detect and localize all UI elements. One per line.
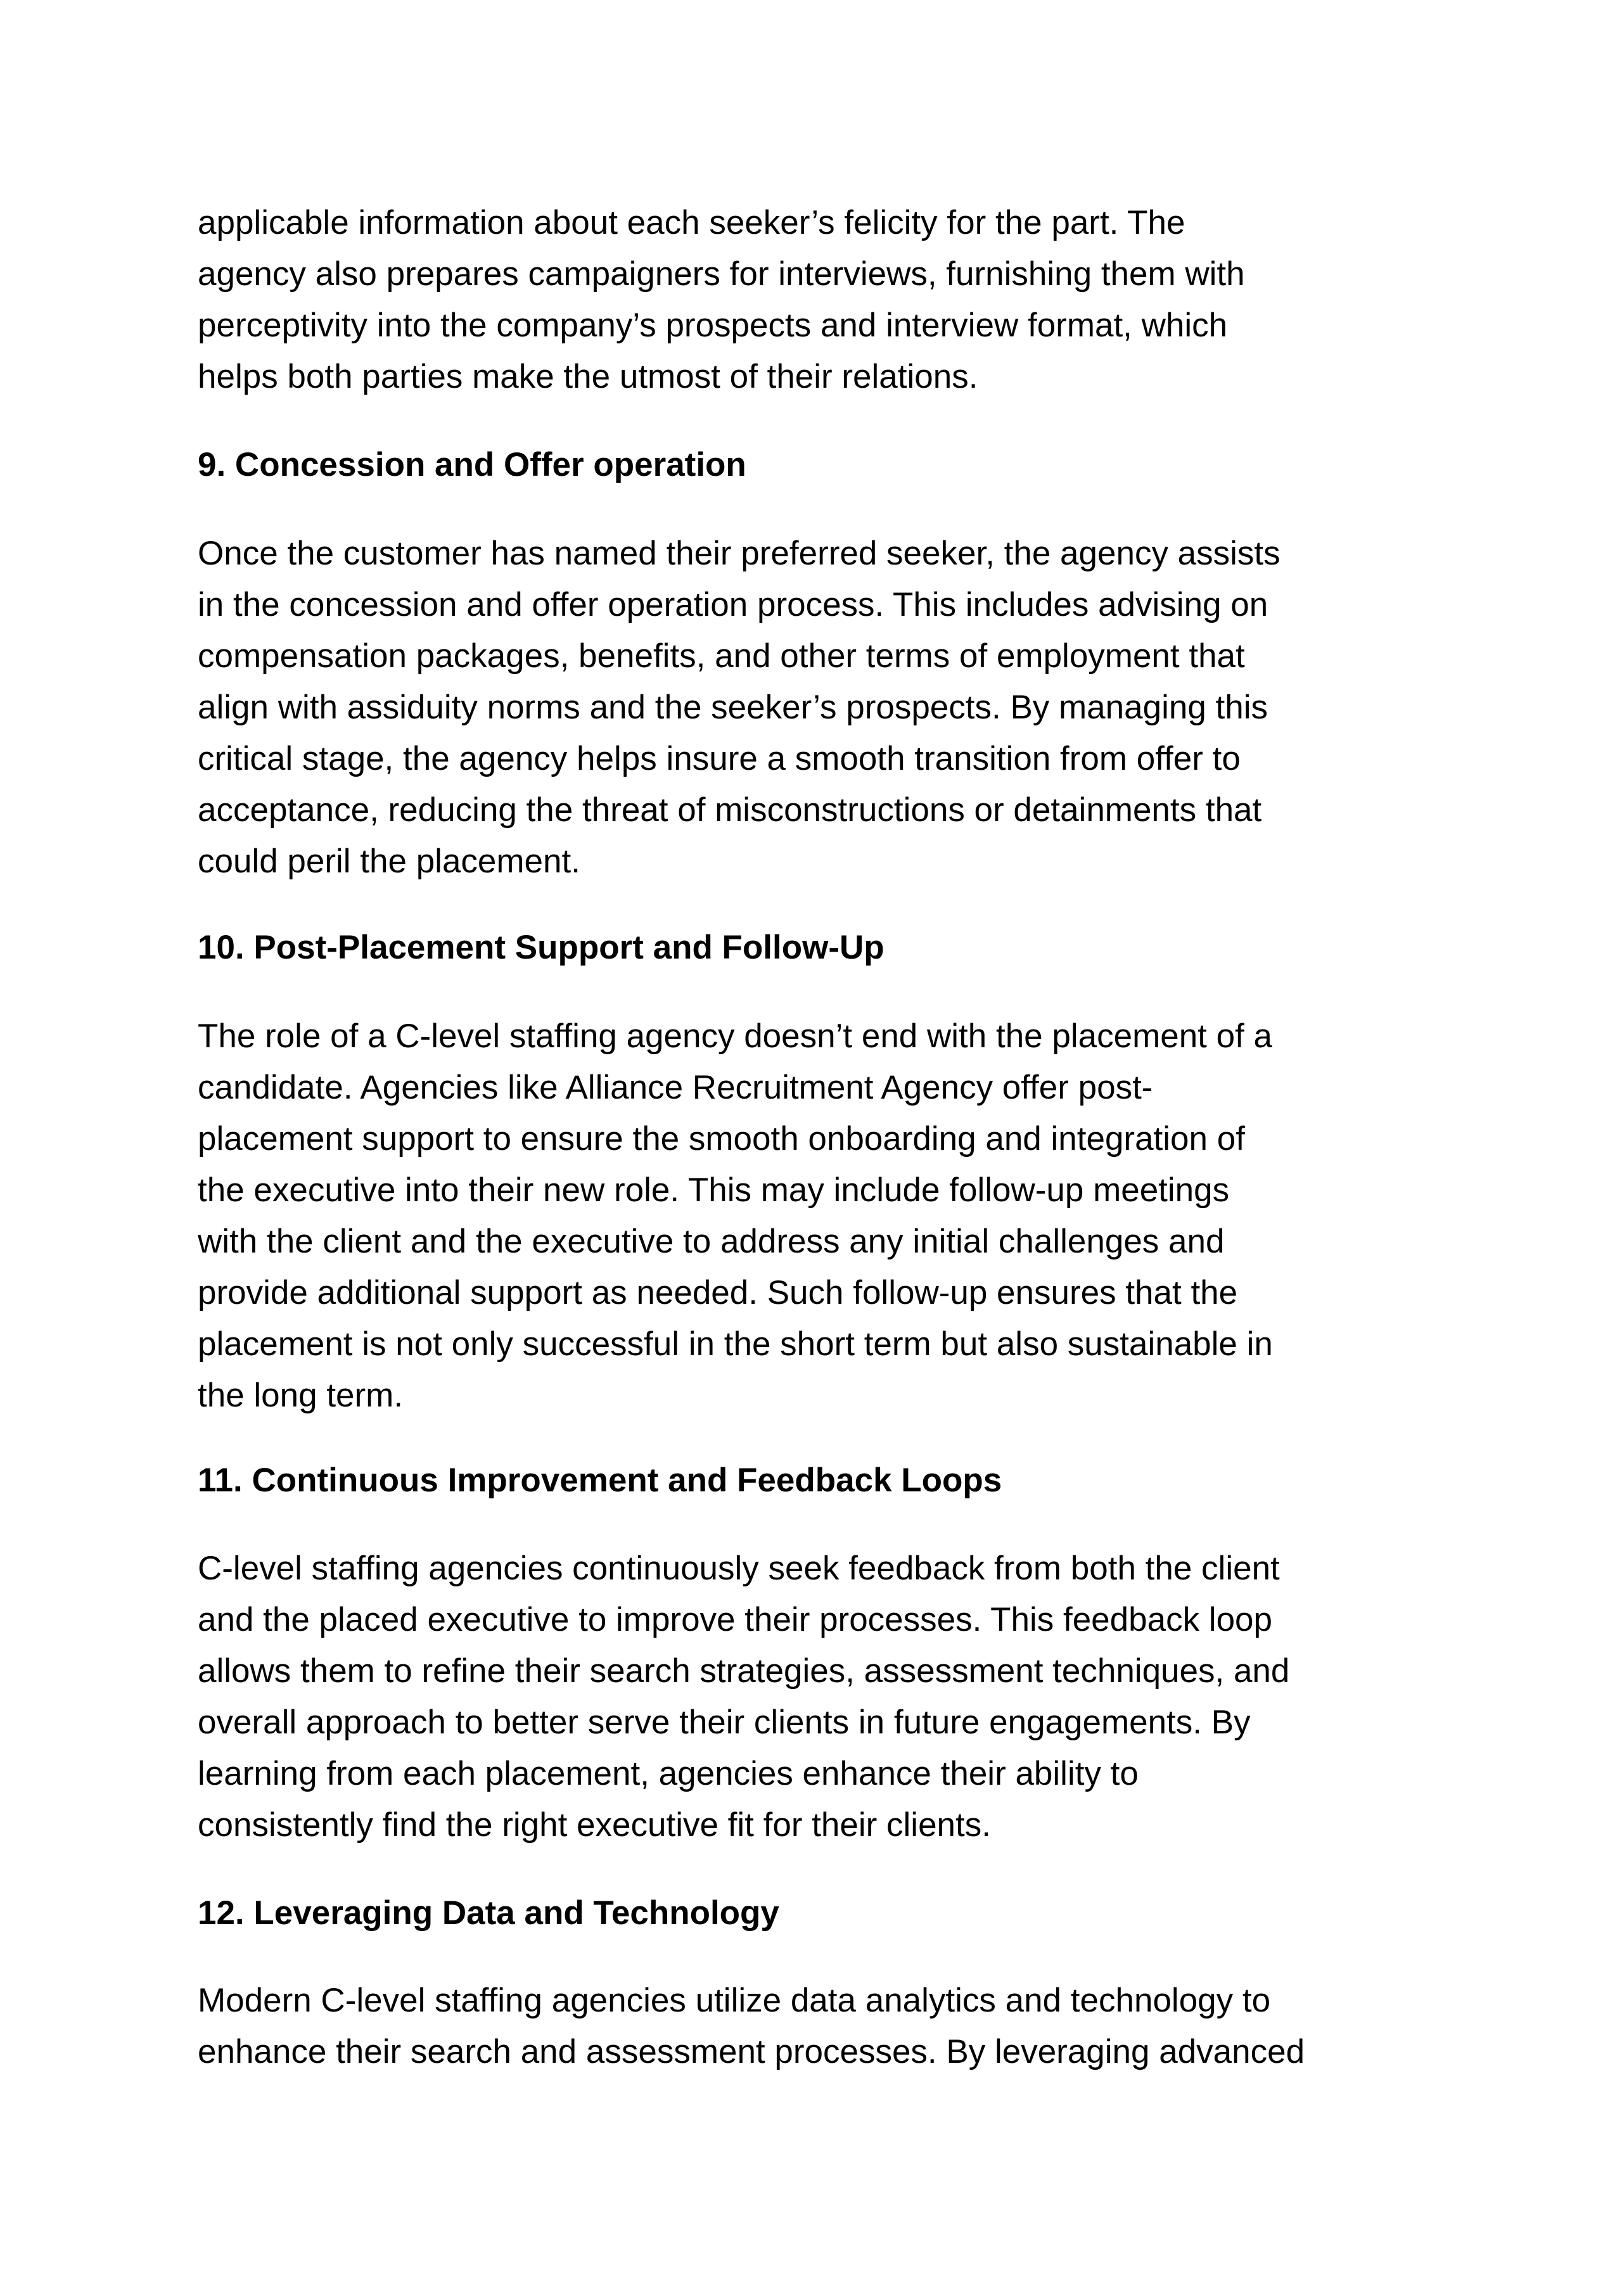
text-line: The role of a C-level staffing agency doesn’t end with the placement of a [198, 1017, 1273, 1055]
section-heading-9 [198, 439, 1433, 490]
text-line: learning from each placement, agencies enhance their ability to [198, 1755, 1139, 1792]
paragraph-section-8-continued [198, 197, 1433, 402]
paragraph-section-9 [198, 528, 1433, 887]
text-line: Modern C-level staffing agencies utilize data analytics and technology to [198, 1982, 1271, 2019]
text-line: overall approach to better serve their clients in future engagements. By [198, 1704, 1251, 1741]
text-line: Once the customer has named their preferred seeker, the agency assists [198, 535, 1280, 572]
text-line: allows them to refine their search strategies, assessment techniques, and [198, 1652, 1290, 1690]
text-line: agency also prepares campaigners for interviews, furnishing them with [198, 255, 1245, 293]
paragraph-section-11 [198, 1543, 1433, 1851]
text-line: placement is not only successful in the short term but also sustainable in [198, 1325, 1273, 1363]
text-line: the executive into their new role. This may include follow-up meetings [198, 1171, 1230, 1209]
text-line: could peril the placement. [198, 843, 580, 880]
text-line: acceptance, reducing the threat of misconstructions or detainments that [198, 791, 1262, 829]
text-line: applicable information about each seeker’s felicity for the part. The [198, 204, 1185, 241]
text-line: and the placed executive to improve their processes. This feedback loop [198, 1601, 1272, 1638]
text-line: compensation packages, benefits, and other terms of employment that [198, 637, 1245, 675]
paragraph-section-10 [198, 1011, 1433, 1421]
section-heading-11 [198, 1455, 1433, 1506]
text-line: enhance their search and assessment processes. By leveraging advanced [198, 2033, 1305, 2070]
text-line: C-level staffing agencies continuously seek feedback from both the client [198, 1550, 1280, 1587]
text-line: candidate. Agencies like Alliance Recruitment Agency offer post- [198, 1069, 1153, 1106]
paragraph-section-12 [198, 1975, 1433, 2077]
section-heading-10 [198, 922, 1433, 973]
heading-text: 12. Leveraging Data and Technology [198, 1894, 779, 1932]
text-line: in the concession and offer operation process. This includes advising on [198, 586, 1268, 623]
heading-text: 11. Continuous Improvement and Feedback Loops [198, 1462, 1002, 1499]
heading-text: 9. Concession and Offer operation [198, 446, 746, 483]
text-line: provide additional support as needed. Such follow-up ensures that the [198, 1274, 1238, 1311]
heading-text: 10. Post-Placement Support and Follow-Up [198, 929, 884, 966]
text-line: with the client and the executive to address any initial challenges and [198, 1223, 1225, 1260]
text-line: align with assiduity norms and the seeker’s prospects. By managing this [198, 689, 1268, 726]
text-line: consistently find the right executive fit for their clients. [198, 1806, 991, 1844]
text-line: helps both parties make the utmost of their relations. [198, 358, 978, 395]
text-line: placement support to ensure the smooth onboarding and integration of [198, 1120, 1245, 1158]
text-line: the long term. [198, 1377, 404, 1414]
text-line: perceptivity into the company’s prospects and interview format, which [198, 307, 1228, 344]
text-line: critical stage, the agency helps insure a smooth transition from offer to [198, 740, 1241, 777]
section-heading-12 [198, 1887, 1433, 1939]
